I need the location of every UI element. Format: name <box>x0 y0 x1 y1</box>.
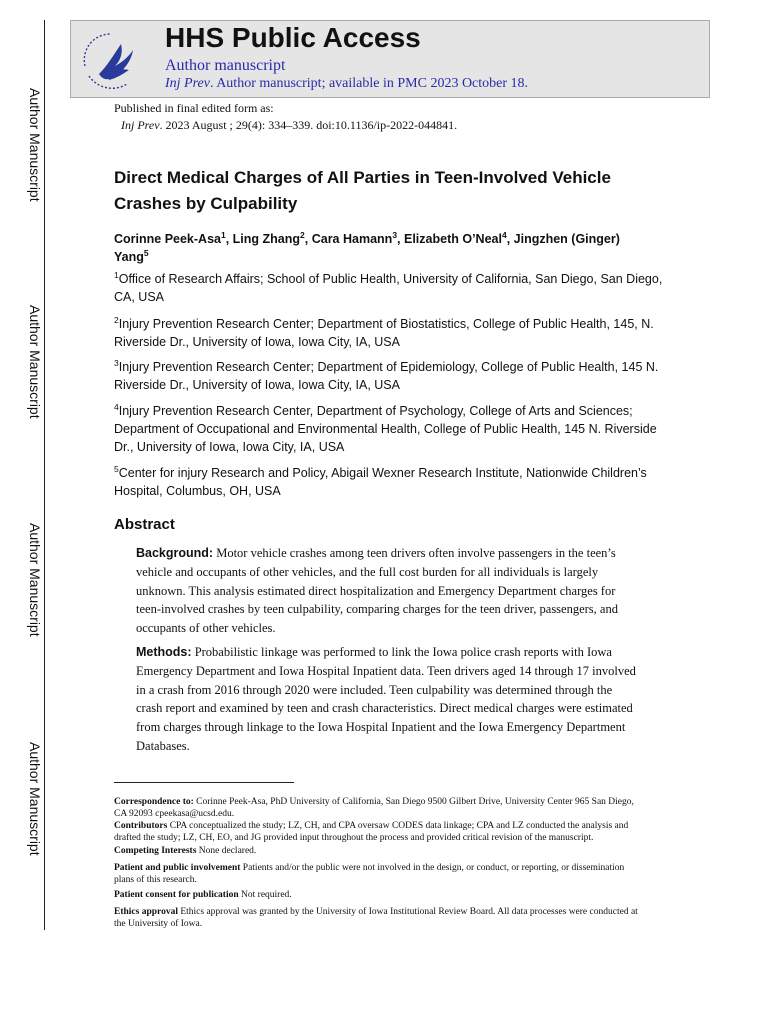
published-citation <box>121 118 457 133</box>
affiliation-text: Injury Prevention Research Center, Department of Psychology, College of Arts and Sciences; Department of Occupational and Environmental Health, College of Public Health, 145 N. Riverside Dr., University of Iowa, Iowa City, IA, USA <box>114 404 657 454</box>
author-name[interactable]: Ling Zhang <box>232 232 301 246</box>
methods-label: Methods: <box>136 645 192 659</box>
affiliation-sup: 4 <box>114 401 119 412</box>
affiliation <box>114 358 674 394</box>
author-affil-sup: 4 <box>501 229 507 240</box>
affiliation-sup: 3 <box>114 357 119 368</box>
author-affil-sup: 2 <box>300 229 305 240</box>
footnote-text: Patients and/or the public were not involved in the design, or conduct, or reporting, or dissemination plans of this research. <box>114 863 625 885</box>
affiliation <box>114 270 674 306</box>
published-journal: Inj Prev <box>121 118 160 132</box>
footnote-text: CPA conceptualized the study; LZ, CH, and CPA oversaw CODES data linkage; CPA and LZ conducted the analysis and drafted the study; LZ, CH, EO, and JG provided input throughout the process and provided critical revision of the manuscript. <box>114 821 629 843</box>
affiliation-text: Center for injury Research and Policy, Abigail Wexner Research Institute, Nationwide Children’s Hospital, Columbus, OH, USA <box>114 466 647 498</box>
article-title: Direct Medical Charges of All Parties in Teen-Involved Vehicle Crashes by Culpability <box>114 168 611 213</box>
author-list: Corinne Peek-Asa$^1$, Ling Zhang$^2$, Cara Hamann$^3$, Elizabeth O’Neal$^4$, Jingzhen (Ginger) Yang$^5$ <box>114 229 620 264</box>
header-journal[interactable]: Inj Prev <box>165 76 210 91</box>
footnote-label: Correspondence to: <box>114 797 194 807</box>
footnote-text: None declared. <box>196 846 257 856</box>
abstract-heading: Abstract <box>114 516 175 533</box>
affiliation-sup: 1 <box>114 269 119 280</box>
footnote-label: Patient consent for publication <box>114 890 239 900</box>
footnote-text: Not required. <box>238 890 292 900</box>
author-name[interactable]: Jingzhen (Ginger) Yang <box>114 232 620 264</box>
footnote-rule <box>114 782 294 783</box>
header-citation <box>165 76 528 92</box>
author-name[interactable]: Elizabeth O’Neal <box>404 232 502 246</box>
footnote-label: Contributors <box>114 821 168 831</box>
affiliation <box>114 402 674 456</box>
affiliation <box>114 464 674 500</box>
side-label-author-manuscript: Author Manuscript <box>27 305 43 419</box>
footnote-label: Ethics approval <box>114 907 178 917</box>
author-affil-sup: 5 <box>143 247 149 258</box>
footnote-text: Ethics approval was granted by the University of Iowa Institutional Review Board. All data processes were conducted at the University of Iowa. <box>114 907 638 929</box>
affiliation-text: Injury Prevention Research Center; Department of Biostatistics, College of Public Health, 145, N. Riverside Dr., University of Iowa, Iowa City, IA, USA <box>114 317 654 349</box>
affiliation-text: Office of Research Affairs; School of Public Health, University of California, San Diego, San Diego, CA, USA <box>114 272 663 304</box>
author-name[interactable]: Corinne Peek-Asa <box>114 232 221 246</box>
methods-text: Probabilistic linkage was performed to link the Iowa police crash reports with Iowa Emergency Department and Iowa Hospital Inpatient data. Teen drivers aged 14 through 17 involved in a crash from 2016 through 2020 were included. Teen culpability was determined through the crash report and examined by teen and crash characteristics. Direct medical charges were estimated from charges through linkage to the Iowa Hospital Inpatient and the Iowa Emergency Department Databases. <box>136 645 636 753</box>
footnote-ethics <box>114 906 644 930</box>
background-text: Motor vehicle crashes among teen drivers often involve passengers in the teen’s vehicle and occupants of other vehicles, and the full cost burden for all individuals is largely unknown. This analysis estimated direct hospitalization and Emergency Department charges for teen-involved crashes by teen culpability, comparing charges for the teen driver, passengers, and occupants of other vehicles. <box>136 546 618 636</box>
background-label: Background: <box>136 546 214 560</box>
header-subtitle: Author manuscript <box>165 57 286 74</box>
footnote-label: Patient and public involvement <box>114 863 241 873</box>
header-citation-text: . Author manuscript; available in PMC 2023 October 18. <box>209 76 529 91</box>
affiliation <box>114 315 674 351</box>
footnote-competing <box>114 845 644 857</box>
footnote-label: Competing Interests <box>114 846 197 856</box>
author-affil-sup: 1 <box>220 229 226 240</box>
footnote-patient-involvement <box>114 862 644 886</box>
published-citation-text: . 2023 August ; 29(4): 334–339. doi:10.1136/ip-2022-044841. <box>159 118 458 132</box>
author-name[interactable]: Cara Hamann <box>311 232 393 246</box>
affiliation-sup: 5 <box>114 463 119 474</box>
footnote-correspondence <box>114 796 644 844</box>
left-margin-rule <box>44 20 45 930</box>
side-label-author-manuscript: Author Manuscript <box>27 523 43 637</box>
side-label-author-manuscript: Author Manuscript <box>27 742 43 856</box>
abstract-background <box>136 544 636 638</box>
hhs-eagle-logo-icon <box>77 26 145 92</box>
abstract-methods <box>136 643 636 756</box>
published-in-label: Published in final edited form as: <box>114 101 274 115</box>
author-affil-sup: 3 <box>392 229 398 240</box>
side-label-author-manuscript: Author Manuscript <box>27 88 43 202</box>
footnote-consent <box>114 889 644 901</box>
affiliation-sup: 2 <box>114 314 119 325</box>
footnote-text: Corinne Peek-Asa, PhD University of California, San Diego 9500 Gilbert Drive, University Center 965 San Diego, CA 92093 cpeekasa@ucsd.edu. <box>114 797 634 819</box>
header-title: HHS Public Access <box>165 22 421 53</box>
affiliation-text: Injury Prevention Research Center; Department of Epidemiology, College of Public Health, 145 N. Riverside Dr., University of Iowa, Iowa City, IA, USA <box>114 360 659 392</box>
